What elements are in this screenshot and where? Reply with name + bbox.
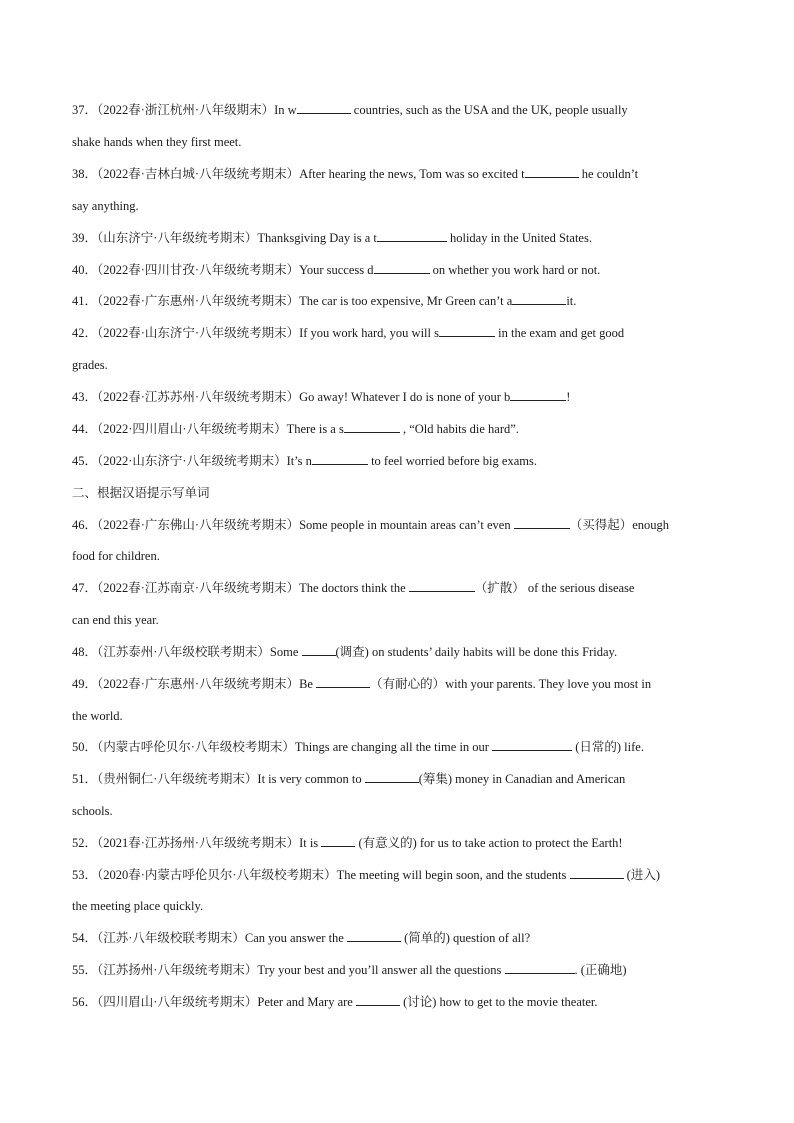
question-text: 39．（山东济宁·八年级统考期末）Thanksgiving Day is a t <box>72 231 377 245</box>
question-text: 42．（2022春·山东济宁·八年级统考期末）If you work hard, you will s <box>72 326 439 340</box>
question-text: to feel worried before big exams. <box>367 454 537 468</box>
question-text: 47．（2022春·江苏南京·八年级统考期末）The doctors think the <box>72 581 409 595</box>
question-text: 43．（2022春·江苏苏州·八年级统考期末）Go away! Whatever I do is none of your b <box>72 390 511 404</box>
question-text: 38．（2022春·吉林白城·八年级统考期末）After hearing the news, Tom was so excited t <box>72 167 525 181</box>
question-text: countries, such as the USA and the UK, people usually <box>350 103 628 117</box>
section-title: 二、根据汉语提示写单词 <box>72 486 210 500</box>
question-text: 52．（2021春·江苏扬州·八年级统考期末）It is <box>72 836 322 850</box>
question-text: say anything. <box>72 199 139 213</box>
question-54 <box>72 930 732 946</box>
question-text: 50．（内蒙古呼伦贝尔·八年级校考期末）Things are changing all the time in our <box>72 740 493 754</box>
question-text: the meeting place quickly. <box>72 899 204 913</box>
answer-blank[interactable] <box>316 676 370 688</box>
answer-blank[interactable] <box>514 517 570 529</box>
question-text: 40．（2022春·四川甘孜·八年级统考期末）Your success d <box>72 263 374 277</box>
question-51 <box>72 771 732 787</box>
question-43 <box>72 389 732 405</box>
section-heading <box>72 485 732 501</box>
answer-blank[interactable] <box>312 453 368 465</box>
question-48 <box>72 644 732 660</box>
question-text: . (正确地) <box>574 963 627 977</box>
question-text: (筹集) money in Canadian and American <box>418 772 626 786</box>
question-text: 46．（2022春·广东佛山·八年级统考期末）Some people in mountain areas can’t even <box>72 518 514 532</box>
question-text: (进入) <box>623 868 660 882</box>
answer-blank[interactable] <box>347 930 401 942</box>
question-text: 41．（2022春·广东惠州·八年级统考期末）The car is too expensive, Mr Green can’t a <box>72 294 513 308</box>
answer-blank[interactable] <box>439 325 495 337</box>
answer-blank[interactable] <box>302 644 336 656</box>
answer-blank[interactable] <box>297 102 351 114</box>
question-44 <box>72 421 732 437</box>
question-text: （扩散） of the serious disease <box>474 581 635 595</box>
answer-blank[interactable] <box>344 421 400 433</box>
question-52 <box>72 835 732 851</box>
question-text: grades. <box>72 358 108 372</box>
question-46 <box>72 517 732 533</box>
question-text: schools. <box>72 804 113 818</box>
question-text: 51．（贵州铜仁·八年级统考期末）It is very common to <box>72 772 365 786</box>
question-text: holiday in the United States. <box>446 231 592 245</box>
question-text: （有耐心的）with your parents. They love you most in <box>370 677 652 691</box>
question-text: 53．（2020春·内蒙古呼伦贝尔·八年级校考期末）The meeting will begin soon, and the students <box>72 868 570 882</box>
question-text: he couldn’t <box>578 167 639 181</box>
question-38-cont <box>72 198 732 214</box>
question-39 <box>72 230 732 246</box>
question-text: 48．（江苏泰州·八年级校联考期末）Some <box>72 645 302 659</box>
question-text: 44．（2022·四川眉山·八年级统考期末）There is a s <box>72 422 344 436</box>
answer-blank[interactable] <box>377 230 447 242</box>
question-text: 55．（江苏扬州·八年级统考期末）Try your best and you’ll answer all the questions <box>72 963 505 977</box>
question-47 <box>72 580 732 596</box>
answer-blank[interactable] <box>321 835 355 847</box>
question-text: 37．（2022春·浙江杭州·八年级期末）In w <box>72 103 297 117</box>
question-42-cont <box>72 357 732 373</box>
question-text: 56．（四川眉山·八年级统考期末）Peter and Mary are <box>72 995 356 1009</box>
question-text: (日常的) life. <box>572 740 644 754</box>
question-53-cont <box>72 898 732 914</box>
answer-blank[interactable] <box>525 166 579 178</box>
question-55 <box>72 962 732 978</box>
answer-blank[interactable] <box>365 771 419 783</box>
question-47-cont <box>72 612 732 628</box>
question-41 <box>72 293 732 309</box>
question-text: （买得起）enough <box>569 518 670 532</box>
answer-blank[interactable] <box>512 293 566 305</box>
question-49-cont <box>72 708 732 724</box>
question-text: food for children. <box>72 549 160 563</box>
question-40 <box>72 262 732 278</box>
question-42 <box>72 325 732 341</box>
question-text: ! <box>566 390 571 404</box>
question-text: 54．（江苏·八年级校联考期末）Can you answer the <box>72 931 347 945</box>
question-56 <box>72 994 732 1010</box>
question-37 <box>72 102 732 118</box>
question-45 <box>72 453 732 469</box>
question-text: in the exam and get good <box>495 326 625 340</box>
question-text: can end this year. <box>72 613 159 627</box>
answer-blank[interactable] <box>570 867 624 879</box>
question-text: (调查) on students’ daily habits will be done this Friday. <box>335 645 618 659</box>
question-51-cont <box>72 803 732 819</box>
question-text: (有意义的) for us to take action to protect the Earth! <box>355 836 623 850</box>
question-text: it. <box>566 294 577 308</box>
question-37-cont <box>72 134 732 150</box>
question-46-cont <box>72 548 732 564</box>
answer-blank[interactable] <box>409 580 475 592</box>
question-text: (讨论) how to get to the movie theater. <box>399 995 598 1009</box>
question-38 <box>72 166 732 182</box>
answer-blank[interactable] <box>374 262 430 274</box>
answer-blank[interactable] <box>356 994 400 1006</box>
question-49 <box>72 676 732 692</box>
question-50 <box>72 739 732 755</box>
answer-blank[interactable] <box>510 389 566 401</box>
question-53 <box>72 867 732 883</box>
question-text: (简单的) question of all? <box>400 931 531 945</box>
answer-blank[interactable] <box>492 739 572 751</box>
answer-blank[interactable] <box>505 962 575 974</box>
question-text: 49．（2022春·广东惠州·八年级统考期末）Be <box>72 677 317 691</box>
question-text: on whether you work hard or not. <box>429 263 601 277</box>
question-text: the world. <box>72 709 123 723</box>
question-text: shake hands when they first meet. <box>72 135 242 149</box>
question-text: 45．（2022·山东济宁·八年级统考期末）It’s n <box>72 454 312 468</box>
question-text: , “Old habits die hard”. <box>399 422 519 436</box>
